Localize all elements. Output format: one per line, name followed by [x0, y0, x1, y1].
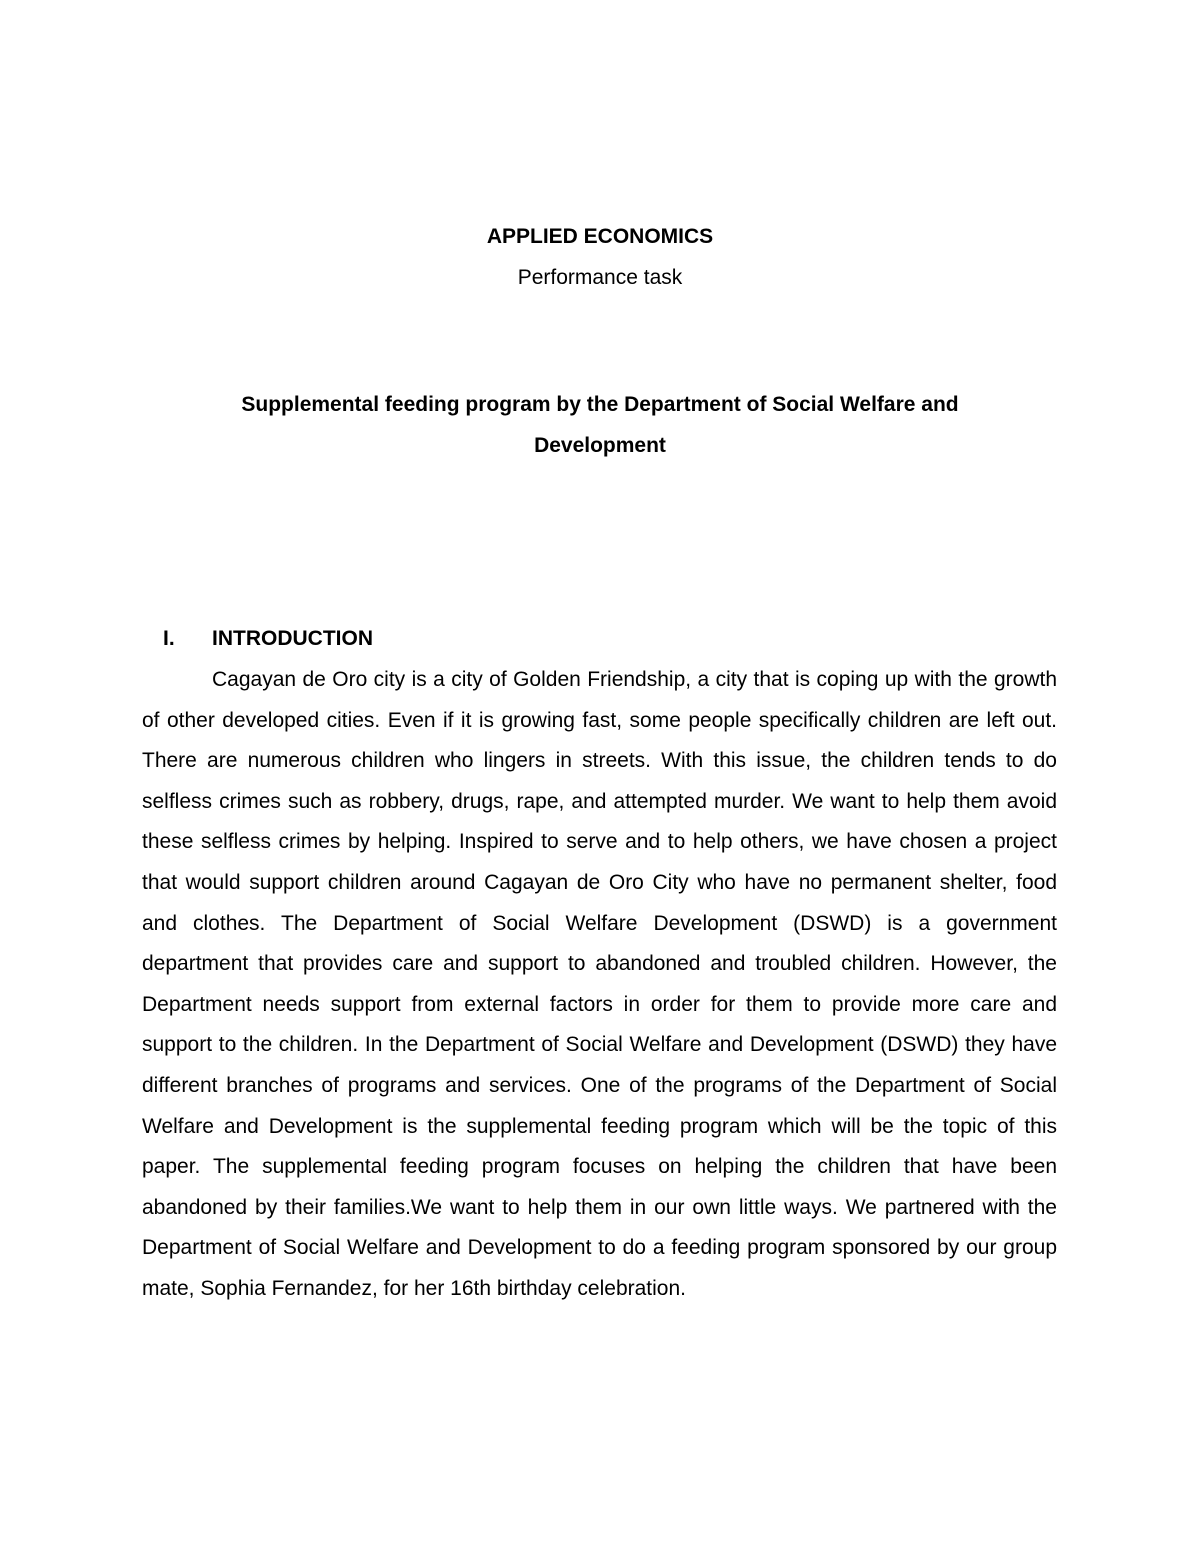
document-subtitle: Performance task — [517, 266, 683, 289]
introduction-paragraph: Cagayan de Oro city is a city of Golden Friendship, a city that is coping up with the growth of other developed cities. Even if it is growing fast, some people specifically children are left out. There are numerous children who lingers in streets. With this issue, the children tends to do selfless crimes such as robbery, drugs, rape, and attempted murder. We want to help them avoid these selfless crimes by helping. Inspired to serve and to help others, we have chosen a project that would support children around Cagayan de Oro City who have no permanent shelter, food and clothes. The Department of Social Welfare Development (DSWD) is a government department that provides care and support to abandoned and troubled children. However, the Department needs support from external factors in order for them to provide more care and support to the children. In the Department of Social Welfare and Development (DSWD) they have different branches of programs and services. One of the programs of the Department of Social Welfare and Development is the supplemental feeding program which will be the topic of this paper. The supplemental feeding program focuses on helping the children that have been abandoned by their families.We want to help them in our own little ways. We partnered with the Department of Social Welfare and Development to do a feeding program sponsored by our group mate, Sophia Fernandez, for her 16th birthday celebration. — [142, 668, 1057, 1300]
topic-title: Supplemental feeding program by the Department of Social Welfare and Development — [241, 393, 959, 457]
section-numeral: I. — [163, 627, 175, 650]
section-heading-introduction — [163, 624, 373, 654]
document-title: APPLIED ECONOMICS — [486, 225, 714, 248]
section-heading-label: INTRODUCTION — [212, 627, 373, 650]
